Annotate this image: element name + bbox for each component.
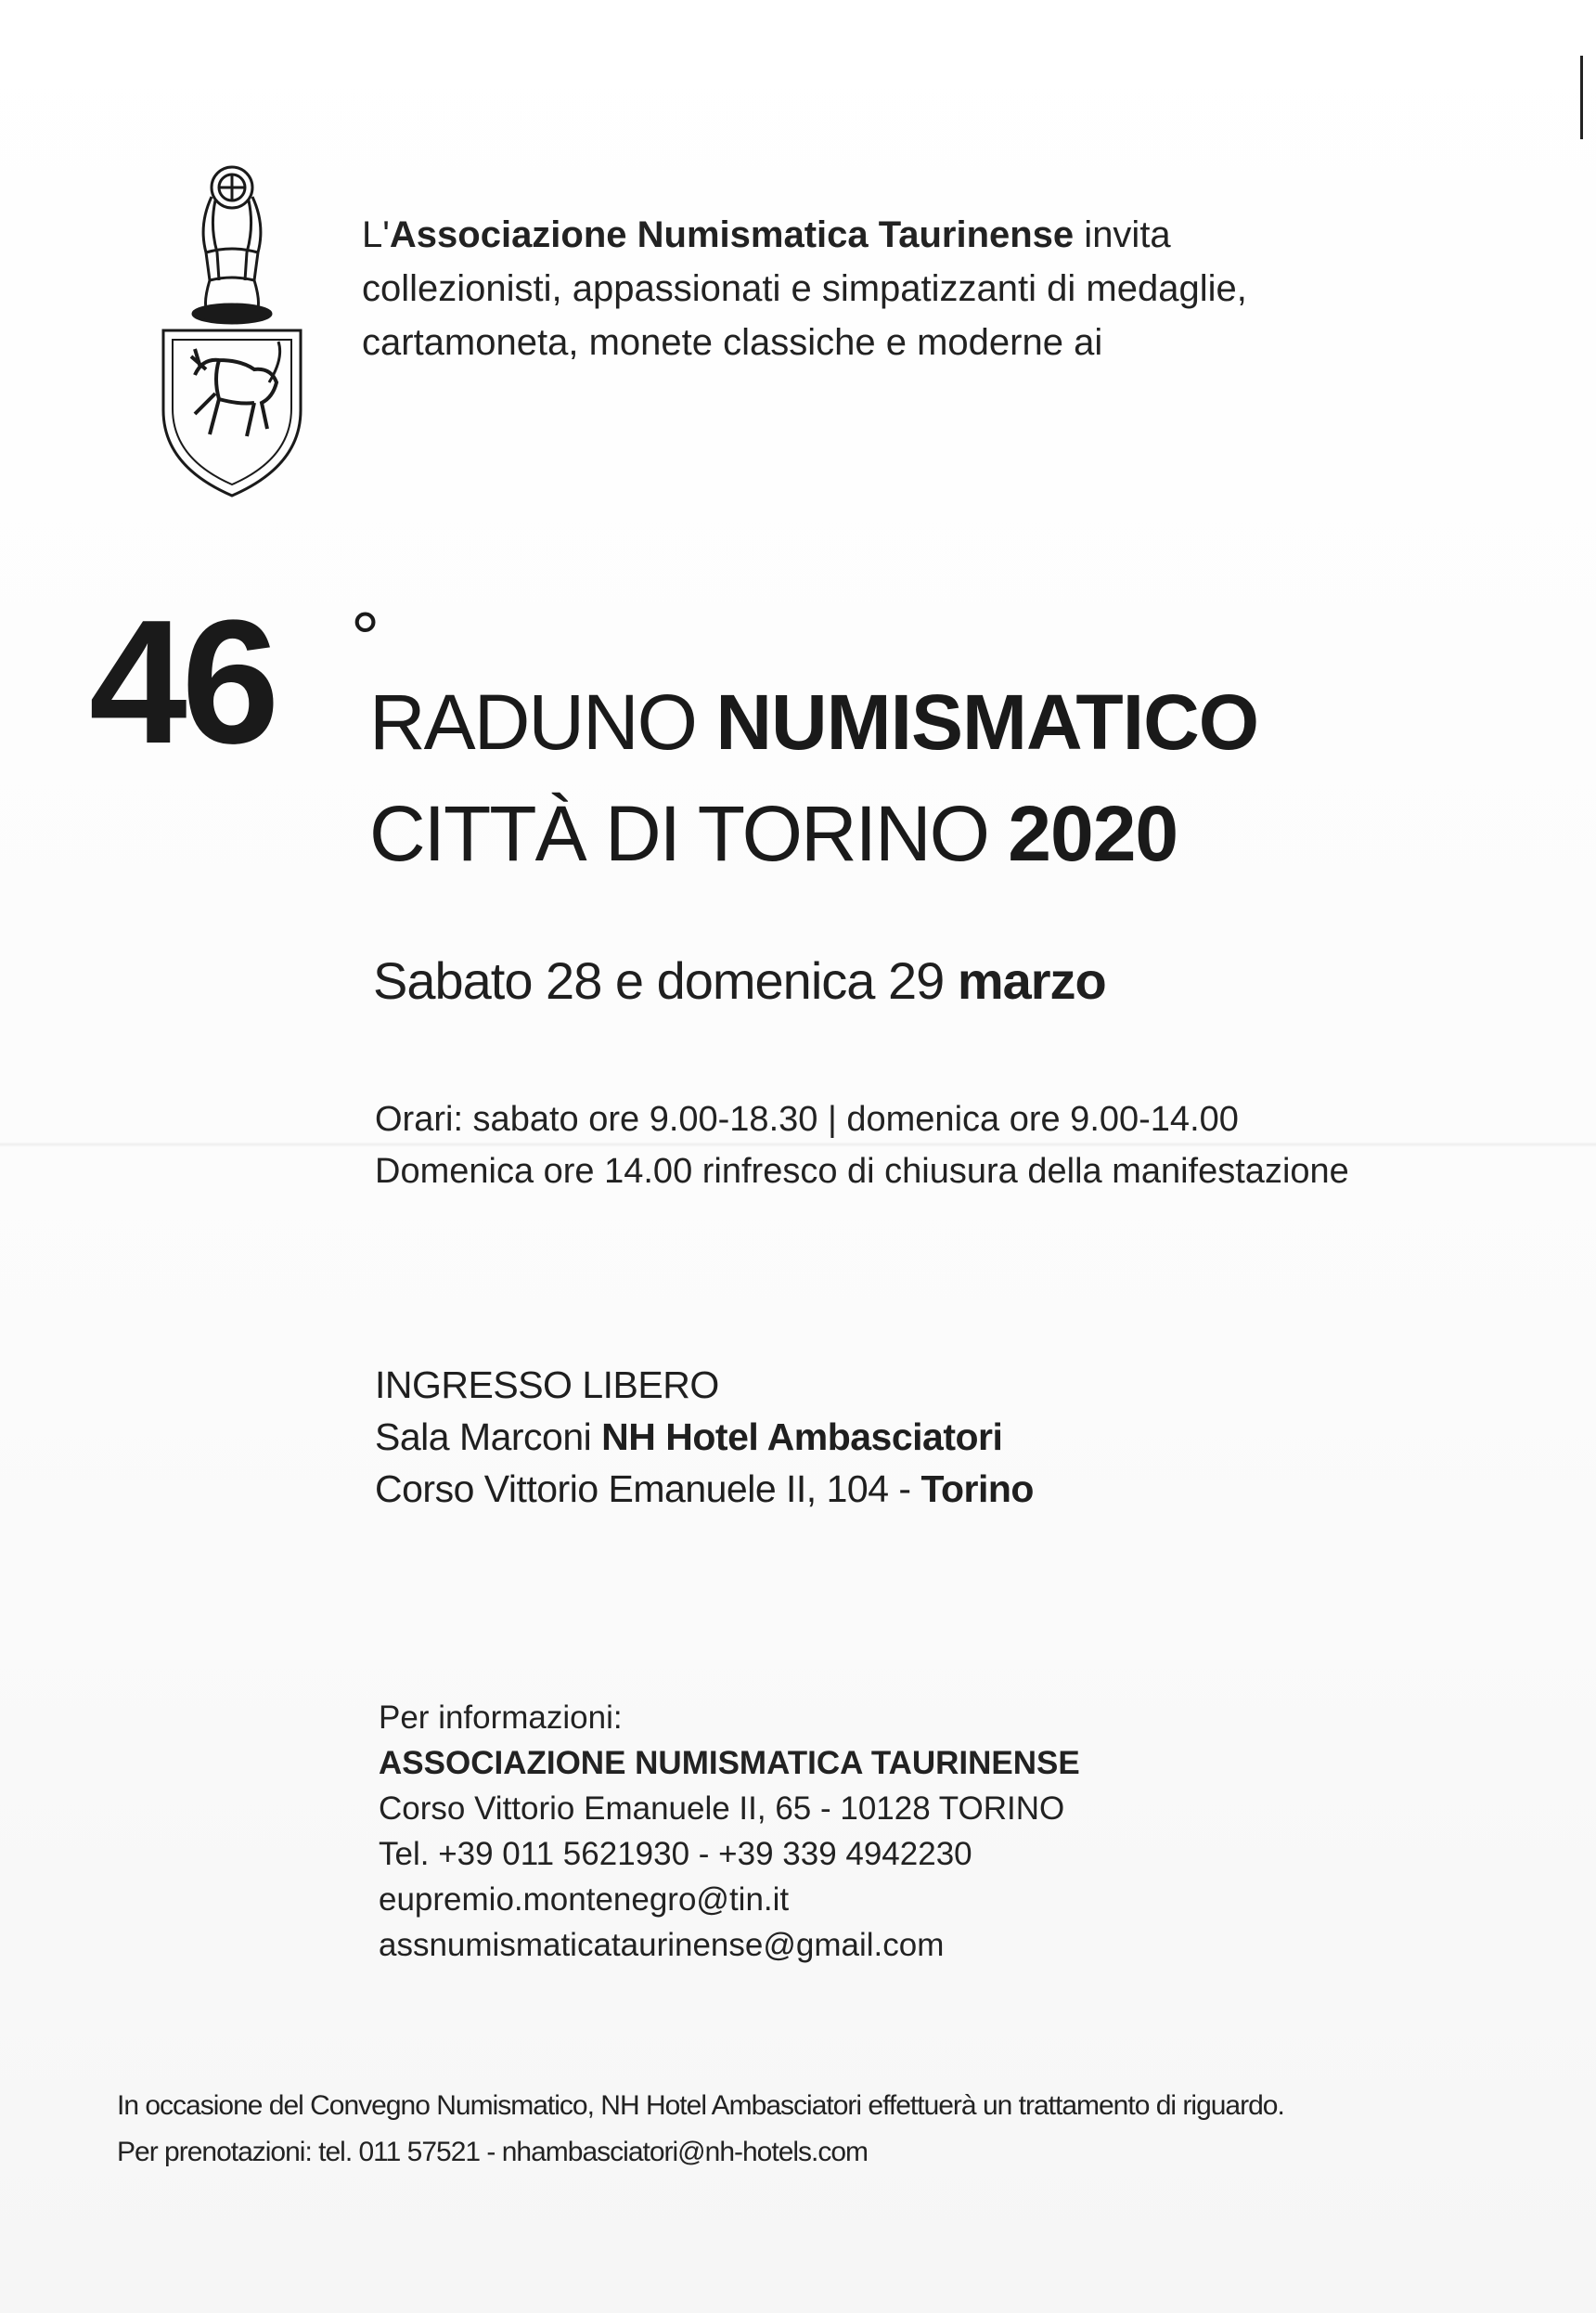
info-phone: Tel. +39 011 5621930 - +39 339 4942230 [379,1836,972,1872]
headline-year: 2020 [1008,790,1178,877]
venue-city: Torino [920,1467,1034,1510]
intro-org-name: Associazione Numismatica Taurinense [389,214,1075,255]
intro-line1-rest: invita [1074,214,1171,255]
headline-line-1 [369,678,1258,767]
dates-days: Sabato 28 e domenica 29 [373,951,958,1010]
info-address: Corso Vittorio Emanuele II, 65 - 10128 TORINO [379,1790,1065,1827]
hours-line-1: Orari: sabato ore 9.00-18.30 | domenica ore 9.00-14.00 [375,1100,1239,1139]
venue-hotel-name: NH Hotel Ambasciatori [601,1415,1003,1458]
event-dates [373,949,1106,1014]
info-label: Per informazioni: [379,1699,623,1736]
venue-street: Corso Vittorio Emanuele II, 104 - [375,1467,921,1510]
edition-degree-sign: ° [351,597,380,678]
intro-line-3: cartamoneta, monete classiche e moderne ai [362,322,1103,363]
turin-coat-of-arms-icon [158,160,306,503]
venue-address [375,1463,1034,1515]
headline-numismatico: NUMISMATICO [715,678,1259,766]
intro-line-2: collezionisti, appassionati e simpatizzanti di medaglie, [362,268,1247,309]
venue-hall-name: Sala Marconi [375,1415,602,1458]
footer-line-2: Per prenotazioni: tel. 011 57521 - nhambasciatori@nh-hotels.com [117,2137,869,2167]
info-org-name: ASSOCIAZIONE NUMISMATICA TAURINENSE [379,1745,1080,1781]
headline-line-2 [369,789,1178,878]
intro-line-1 [362,208,1494,262]
footer-line-1: In occasione del Convegno Numismatico, NH Hotel Ambasciatori effettuerà un trattamento di riguardo. [117,2090,1284,2121]
info-email-1: eupremio.montenegro@tin.it [379,1881,790,1918]
edition-number: 46 [89,584,275,781]
venue-block [375,1359,1034,1515]
headline-raduno: RADUNO [369,678,716,766]
free-entry-label: INGRESSO LIBERO [375,1363,719,1406]
hotel-footer-note [117,2083,1284,2176]
hours-line-2: Domenica ore 14.00 rinfresco di chiusura della manifestazione [375,1152,1349,1191]
dates-month: marzo [957,951,1106,1010]
intro-paragraph [362,208,1494,369]
opening-hours [375,1093,1349,1197]
scan-edge-mark [1580,56,1583,139]
intro-prefix: L' [362,214,390,255]
contact-info-block [379,1695,1080,1968]
venue-hall [375,1411,1034,1463]
headline-citta: CITTÀ DI TORINO [369,790,1009,877]
info-email-2: assnumismaticataurinense@gmail.com [379,1927,945,1963]
